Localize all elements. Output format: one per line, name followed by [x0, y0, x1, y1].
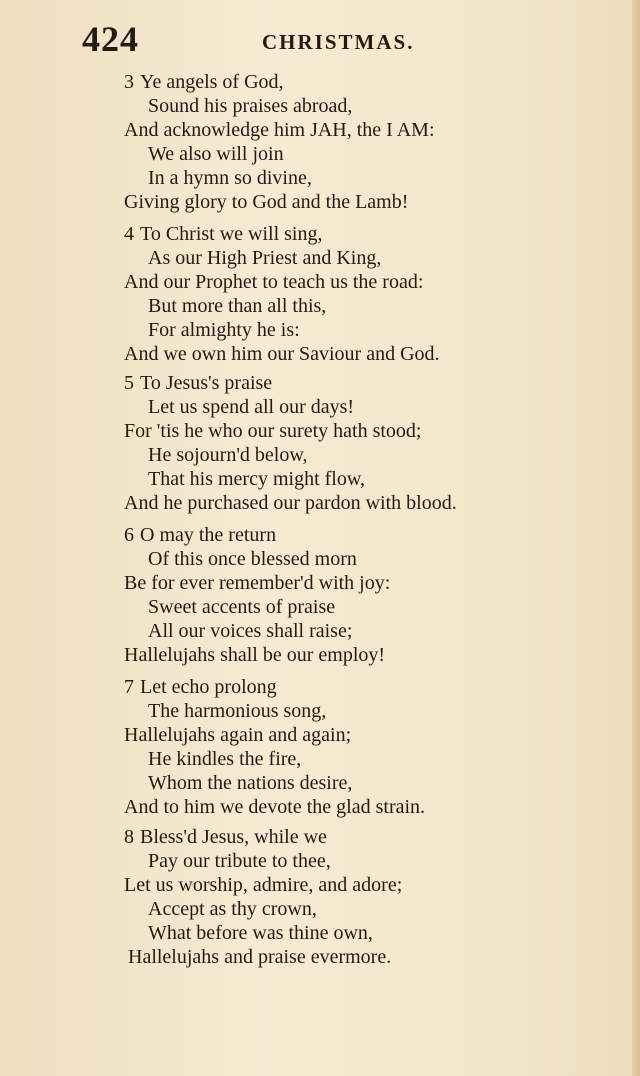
verse-number: 3 — [124, 71, 134, 93]
verse-number: 6 — [124, 524, 134, 546]
verse-line: And we own him our Saviour and God. — [124, 343, 440, 365]
verse-line: And to him we devote the glad strain. — [124, 796, 426, 818]
verse-line: He sojourn'd below, — [148, 444, 308, 466]
verse-line: Sound his praises abroad, — [148, 95, 353, 117]
verse-line: We also will join — [148, 143, 284, 165]
verse-line: 8 Bless'd Jesus, while we — [124, 826, 327, 848]
verse-line: For almighty he is: — [148, 319, 300, 341]
verse-line: Whom the nations desire, — [148, 772, 353, 794]
verse-line: Let us spend all our days! — [148, 396, 355, 418]
verse-line: And acknowledge him JAH, the I AM: — [124, 119, 435, 141]
verse-number: 4 — [124, 223, 134, 245]
verse-number: 8 — [124, 826, 134, 848]
verse-line: 4 To Christ we will sing, — [124, 223, 323, 245]
verse-line: 3 Ye angels of God, — [124, 71, 284, 93]
verse-number: 5 — [124, 372, 134, 394]
verse-line: He kindles the fire, — [148, 748, 302, 770]
verse-line: All our voices shall raise; — [148, 620, 353, 642]
verse-line: As our High Priest and King, — [148, 247, 382, 269]
page-number: 424 — [82, 19, 139, 59]
verse-line: For 'tis he who our surety hath stood; — [124, 420, 422, 442]
verse-line: Hallelujahs and praise evermore. — [128, 946, 392, 968]
page-edge — [632, 0, 640, 1076]
verse-line: And he purchased our pardon with blood. — [124, 492, 457, 514]
verse-line: Of this once blessed morn — [148, 548, 357, 570]
verse-line: Hallelujahs again and again; — [124, 724, 352, 746]
verse-line: 5 To Jesus's praise — [124, 372, 273, 394]
running-title: CHRISTMAS. — [262, 30, 415, 54]
verse-line: What before was thine own, — [148, 922, 373, 944]
page-header — [82, 18, 452, 58]
verse-line: Sweet accents of praise — [148, 596, 336, 618]
verse-line: Let us worship, admire, and adore; — [124, 874, 403, 896]
verse-line: 6 O may the return — [124, 524, 277, 546]
verse-line: Pay our tribute to thee, — [148, 850, 331, 872]
verse-line: And our Prophet to teach us the road: — [124, 271, 424, 293]
verse-line: Be for ever remember'd with joy: — [124, 572, 391, 594]
verse-line: 7 Let echo prolong — [124, 676, 277, 698]
verse-line: Accept as thy crown, — [148, 898, 317, 920]
verse-line: In a hymn so divine, — [148, 167, 312, 189]
verse-line: That his mercy might flow, — [148, 468, 365, 490]
verse-number: 7 — [124, 676, 134, 698]
verse-line: But more than all this, — [148, 295, 327, 317]
verse-line: Hallelujahs shall be our employ! — [124, 644, 386, 666]
verse-line: The harmonious song, — [148, 700, 327, 722]
verse-line: Giving glory to God and the Lamb! — [124, 191, 409, 213]
